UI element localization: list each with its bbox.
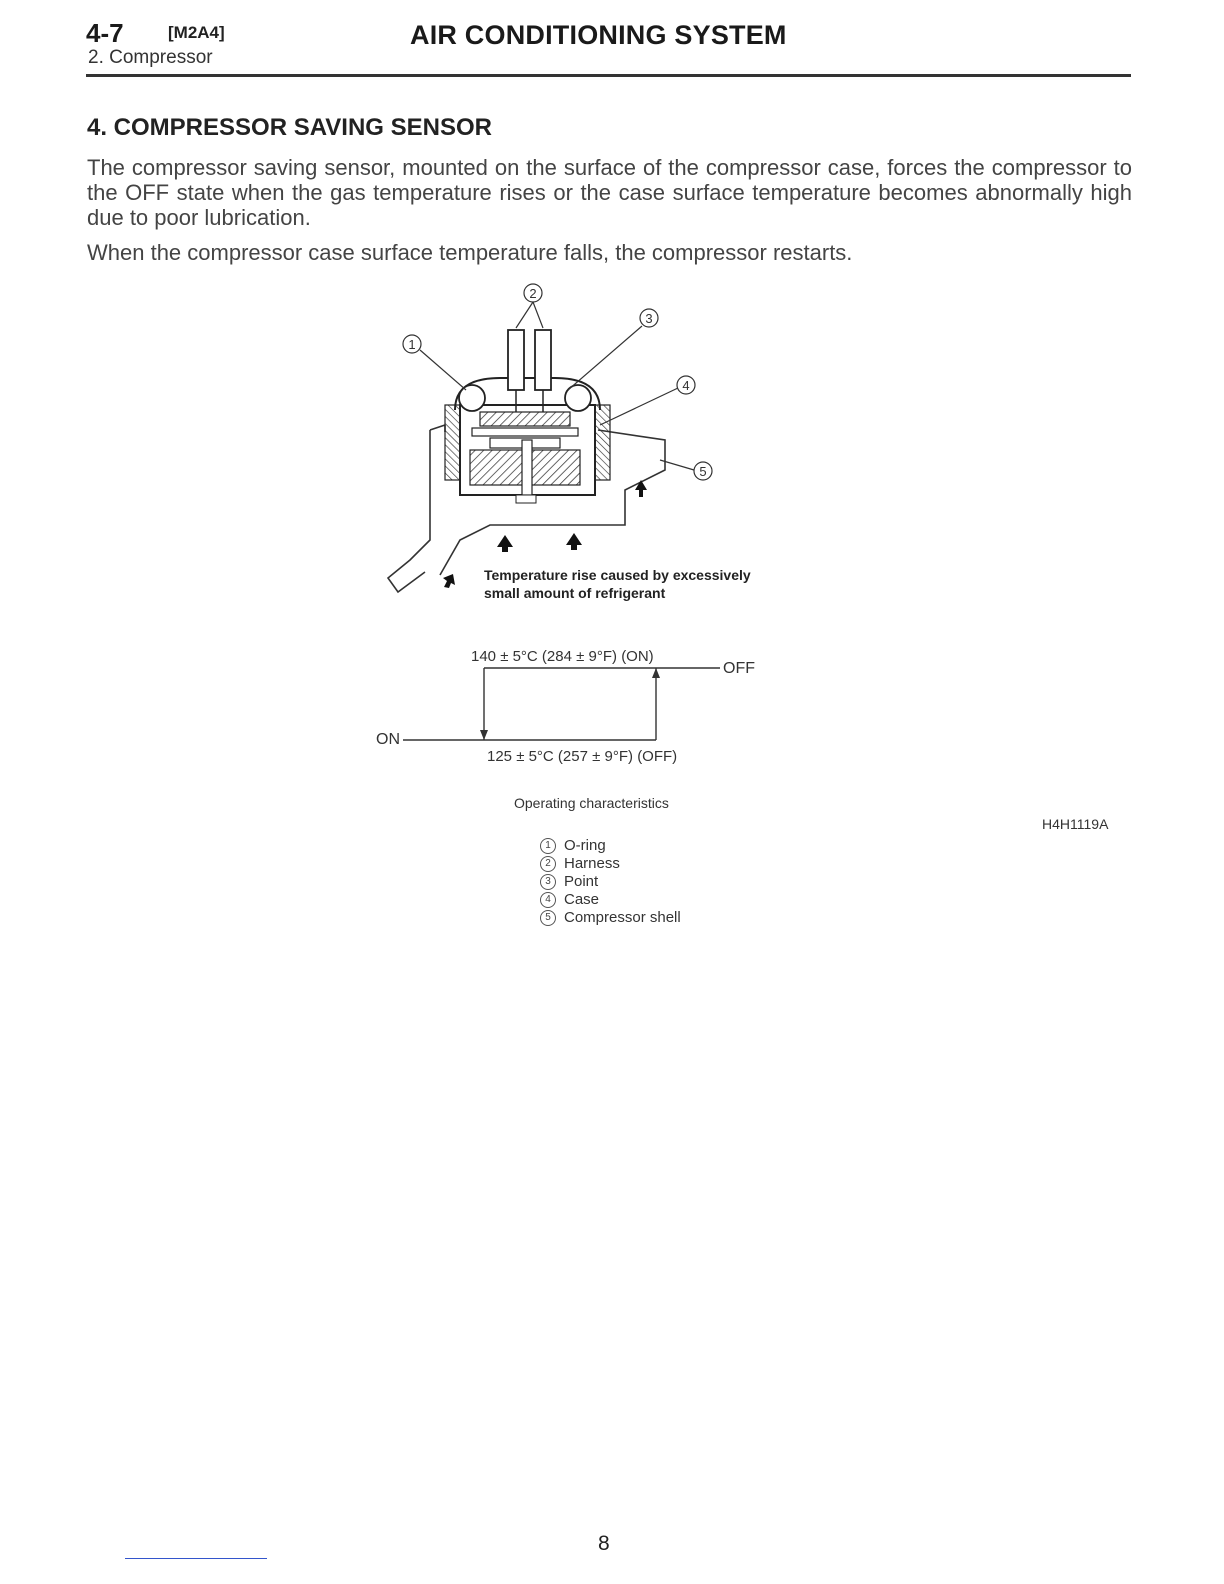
section-heading: 4. COMPRESSOR SAVING SENSOR bbox=[87, 114, 492, 141]
heat-arrow-icon bbox=[566, 533, 582, 550]
paragraph-2: When the compressor case surface temperature falls, the compressor restarts. bbox=[87, 240, 853, 265]
svg-text:1: 1 bbox=[408, 337, 416, 352]
callout-2 bbox=[524, 284, 542, 302]
chart-off-label: OFF bbox=[723, 660, 755, 677]
svg-text:5: 5 bbox=[699, 464, 707, 479]
legend-number: 4 bbox=[540, 892, 556, 908]
legend-number: 5 bbox=[540, 910, 556, 926]
legend-label: Harness bbox=[564, 855, 620, 872]
legend-item bbox=[540, 837, 681, 855]
chart-top-label: 140 ± 5°C (284 ± 9°F) (ON) bbox=[471, 648, 654, 665]
paragraph-1: The compressor saving sensor, mounted on the surface of the compressor case, forces the compressor to the OFF state when the gas temperature rises or the case surface temperature becomes abnormally high due to poor lubrication. bbox=[87, 155, 1132, 230]
arrow-caption-line-1: Temperature rise caused by excessively bbox=[484, 567, 751, 583]
legend-item bbox=[540, 891, 681, 909]
heat-arrow-icon bbox=[497, 535, 513, 552]
callout-5 bbox=[694, 462, 712, 480]
figure-id: H4H1119A bbox=[1042, 816, 1109, 832]
legend bbox=[540, 837, 681, 927]
legend-label: Point bbox=[564, 873, 599, 890]
section-number: 4-7 bbox=[86, 18, 124, 48]
footer-link-underline[interactable] bbox=[125, 1558, 267, 1559]
legend-item bbox=[540, 909, 681, 927]
arrow-caption bbox=[484, 566, 751, 602]
callout-1 bbox=[403, 335, 421, 353]
arrow-caption-line-2: small amount of refrigerant bbox=[484, 585, 666, 601]
legend-item bbox=[540, 855, 681, 873]
legend-number: 2 bbox=[540, 856, 556, 872]
operating-chart bbox=[403, 668, 720, 740]
legend-number: 1 bbox=[540, 838, 556, 854]
section-code: [M2A4] bbox=[168, 23, 225, 42]
svg-text:4: 4 bbox=[682, 378, 690, 393]
legend-label: Compressor shell bbox=[564, 909, 681, 926]
legend-number: 3 bbox=[540, 874, 556, 890]
callout-4 bbox=[677, 376, 695, 394]
chart-on-label: ON bbox=[376, 731, 400, 748]
svg-text:2: 2 bbox=[529, 286, 537, 301]
page-number: 8 bbox=[598, 1532, 610, 1555]
subsection-title: 2. Compressor bbox=[88, 47, 213, 68]
legend-label: O-ring bbox=[564, 837, 606, 854]
page-title: AIR CONDITIONING SYSTEM bbox=[410, 20, 787, 50]
heat-arrow-icon bbox=[635, 480, 647, 497]
callout-3 bbox=[640, 309, 658, 327]
svg-text:3: 3 bbox=[645, 311, 653, 326]
legend-arrow-icon bbox=[443, 574, 455, 588]
legend-label: Case bbox=[564, 891, 600, 908]
chart-bottom-label: 125 ± 5°C (257 ± 9°F) (OFF) bbox=[487, 748, 678, 765]
legend-item bbox=[540, 873, 681, 891]
chart-caption: Operating characteristics bbox=[514, 795, 669, 811]
